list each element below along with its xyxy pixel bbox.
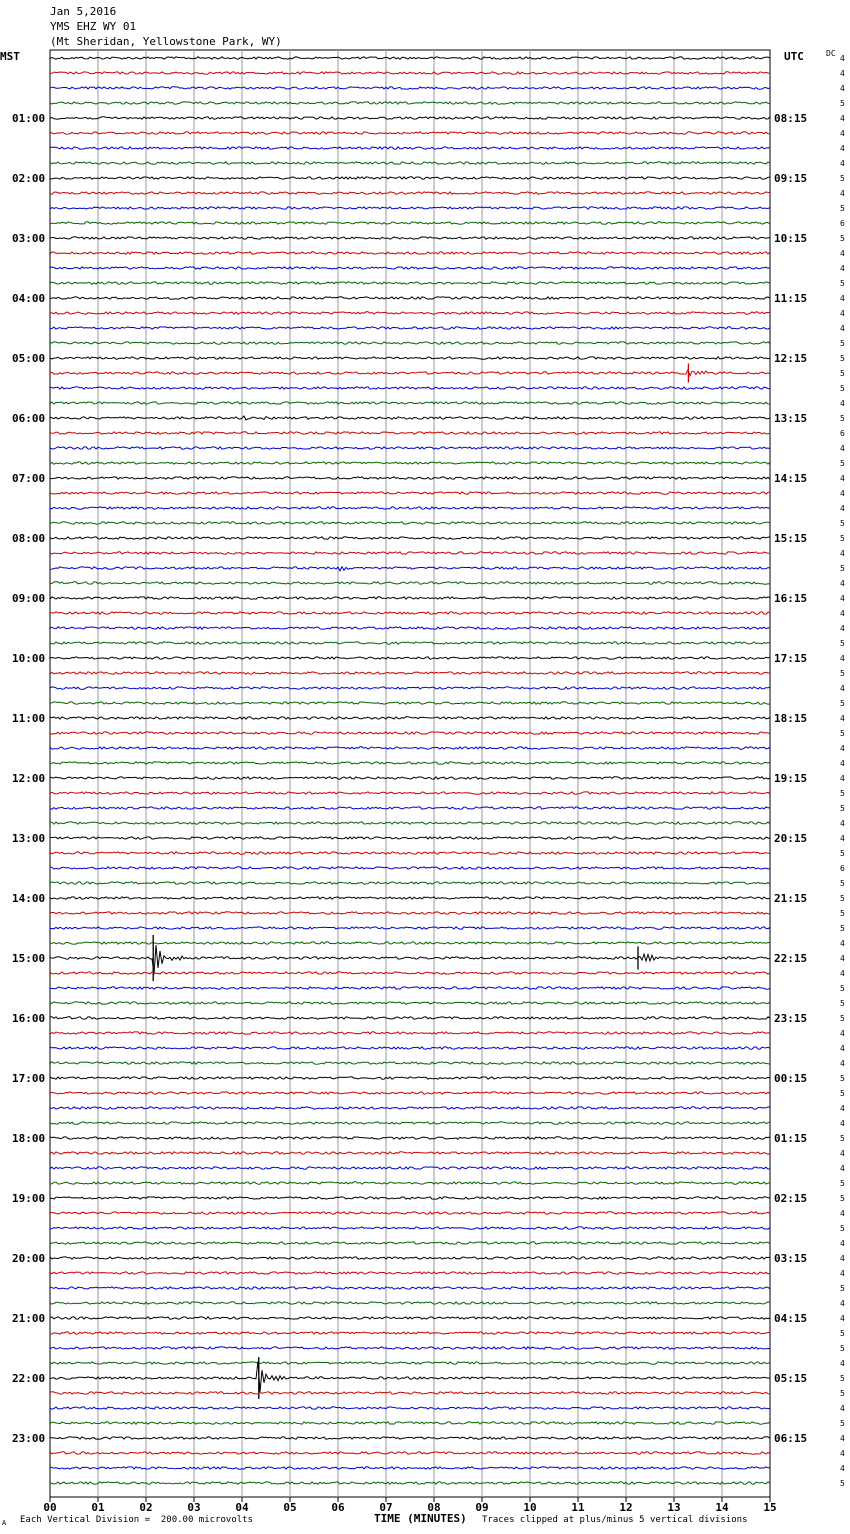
seismic-trace	[50, 1167, 770, 1169]
hour-label-mst: 19:00	[12, 1192, 46, 1205]
seismic-trace	[50, 897, 770, 899]
hour-label-utc: 05:15	[774, 1372, 808, 1385]
dc-offset-value: 6	[840, 219, 845, 228]
seismic-trace	[50, 717, 770, 719]
seismic-trace	[50, 972, 770, 974]
seismic-trace	[50, 147, 770, 149]
hour-label-mst: 13:00	[12, 832, 46, 845]
hour-label-utc: 13:15	[774, 412, 808, 425]
seismic-trace	[50, 402, 770, 404]
dc-offset-value: 5	[840, 1329, 845, 1338]
seismic-trace	[50, 612, 770, 614]
hour-label-mst: 08:00	[12, 532, 46, 545]
seismic-trace	[50, 237, 770, 239]
seismic-trace	[50, 1407, 770, 1409]
seismic-trace	[50, 492, 770, 494]
seismic-trace	[50, 1452, 770, 1454]
plot-date: Jan 5,2016	[50, 5, 117, 18]
seismic-trace	[50, 987, 770, 989]
dc-offset-value: 5	[840, 669, 845, 678]
x-tick-label: 05	[283, 1501, 297, 1514]
seismic-trace	[50, 132, 770, 134]
dc-offset-value: 4	[840, 294, 845, 303]
dc-offset-value: 5	[840, 1194, 845, 1203]
seismic-trace	[50, 1302, 770, 1304]
dc-offset-value: 4	[840, 834, 845, 843]
scale-note: Each Vertical Division = 200.00 microvolts	[20, 1515, 253, 1525]
dc-offset-value: 4	[840, 114, 845, 123]
seismic-trace	[50, 207, 770, 209]
seismic-trace	[50, 732, 770, 734]
dc-offset-value: 4	[840, 969, 845, 978]
footer-mark: A	[2, 1519, 7, 1527]
dc-offset-value: 4	[840, 129, 845, 138]
dc-offset-value: 4	[840, 1059, 845, 1068]
seismic-trace	[50, 252, 770, 254]
dc-offset-value: 5	[840, 1224, 845, 1233]
dc-offset-value: 4	[840, 1254, 845, 1263]
seismic-trace	[50, 327, 770, 329]
hour-label-mst: 18:00	[12, 1132, 46, 1145]
dc-offset-value: 4	[840, 1299, 845, 1308]
dc-offset-value: 5	[840, 1074, 845, 1083]
x-tick-label: 09	[475, 1501, 489, 1514]
dc-offset-value: 4	[840, 654, 845, 663]
x-tick-label: 01	[91, 1501, 105, 1514]
seismic-trace	[50, 87, 770, 89]
seismic-trace	[50, 1287, 770, 1289]
dc-offset-value: 4	[840, 1269, 845, 1278]
seismic-trace	[50, 627, 770, 629]
x-axis-title: TIME (MINUTES)	[374, 1512, 467, 1525]
hour-label-mst: 15:00	[12, 952, 46, 965]
seismic-trace	[50, 267, 770, 269]
dc-offset-value: 5	[840, 459, 845, 468]
seismic-trace	[50, 1137, 770, 1139]
hour-label-mst: 14:00	[12, 892, 46, 905]
seismic-trace	[50, 537, 770, 539]
dc-offset-value: 4	[840, 549, 845, 558]
dc-offset-value: 5	[840, 279, 845, 288]
hour-label-utc: 23:15	[774, 1012, 808, 1025]
seismic-trace	[50, 1032, 770, 1034]
seismic-trace	[50, 912, 770, 914]
seismic-trace	[50, 762, 770, 764]
hour-label-utc: 14:15	[774, 472, 808, 485]
x-tick-label: 03	[187, 1501, 201, 1514]
hour-label-mst: 02:00	[12, 172, 46, 185]
dc-offset-value: 5	[840, 894, 845, 903]
dc-offset-value: 5	[840, 1419, 845, 1428]
dc-offset-value: 5	[840, 729, 845, 738]
x-tick-label: 00	[43, 1501, 57, 1514]
seismic-trace	[50, 927, 770, 929]
seismic-trace	[50, 1332, 770, 1334]
dc-offset-value: 4	[840, 1434, 845, 1443]
seismic-trace	[50, 882, 770, 884]
clip-note: Traces clipped at plus/minus 5 vertical divisions	[482, 1515, 748, 1525]
x-tick-label: 07	[379, 1501, 393, 1514]
dc-offset-value: 4	[840, 159, 845, 168]
seismic-trace	[50, 1047, 770, 1049]
seismic-trace	[50, 1182, 770, 1184]
seismic-trace	[50, 777, 770, 779]
dc-label: DC	[826, 49, 836, 58]
dc-offset-value: 4	[840, 714, 845, 723]
dc-offset-value: 4	[840, 774, 845, 783]
seismic-trace	[50, 1257, 770, 1259]
dc-offset-value: 5	[840, 1344, 845, 1353]
dc-offset-value: 4	[840, 819, 845, 828]
hour-label-utc: 08:15	[774, 112, 808, 125]
dc-offset-value: 4	[840, 489, 845, 498]
hour-label-mst: 06:00	[12, 412, 46, 425]
x-tick-label: 10	[523, 1501, 537, 1514]
seismic-trace	[50, 1347, 770, 1349]
dc-offset-value: 5	[840, 924, 845, 933]
seismic-trace	[50, 687, 770, 689]
seismic-trace	[50, 282, 770, 284]
hour-label-mst: 09:00	[12, 592, 46, 605]
dc-offset-value: 5	[840, 909, 845, 918]
dc-offset-value: 4	[840, 54, 845, 63]
dc-offset-value: 5	[840, 789, 845, 798]
dc-offset-value: 4	[840, 249, 845, 258]
seismic-trace	[50, 1152, 770, 1154]
hour-label-mst: 22:00	[12, 1372, 46, 1385]
dc-offset-value: 4	[840, 939, 845, 948]
hour-label-utc: 04:15	[774, 1312, 808, 1325]
dc-offset-value: 4	[840, 1314, 845, 1323]
dc-offset-value: 5	[840, 804, 845, 813]
seismic-trace	[50, 1467, 770, 1469]
dc-offset-value: 5	[840, 1479, 845, 1488]
dc-offset-value: 5	[840, 1179, 845, 1188]
dc-offset-value: 4	[840, 474, 845, 483]
x-tick-label: 12	[619, 1501, 633, 1514]
seismic-trace	[50, 1122, 770, 1124]
seismic-trace	[50, 297, 770, 299]
x-tick-label: 06	[331, 1501, 345, 1514]
dc-offset-value: 4	[840, 954, 845, 963]
dc-offset-value: 4	[840, 1449, 845, 1458]
dc-offset-value: 5	[840, 1389, 845, 1398]
hour-label-utc: 09:15	[774, 172, 808, 185]
seismic-trace	[50, 72, 770, 74]
dc-offset-value: 4	[840, 264, 845, 273]
seismic-trace	[50, 1272, 770, 1274]
dc-offset-value: 4	[840, 609, 845, 618]
hour-label-utc: 12:15	[774, 352, 808, 365]
dc-offset-value: 5	[840, 1014, 845, 1023]
seismic-trace	[50, 822, 770, 824]
dc-offset-value: 4	[840, 1359, 845, 1368]
seismic-trace	[50, 1212, 770, 1214]
left-timezone-label: MST	[0, 50, 20, 63]
dc-offset-value: 5	[840, 849, 845, 858]
seismic-trace	[50, 1482, 770, 1484]
dc-offset-value: 4	[840, 1149, 845, 1158]
seismic-trace	[50, 1002, 770, 1004]
seismic-trace	[50, 1107, 770, 1109]
hour-label-utc: 20:15	[774, 832, 808, 845]
dc-offset-value: 5	[840, 999, 845, 1008]
seismic-trace	[50, 1362, 770, 1364]
seismic-trace	[50, 177, 770, 179]
hour-label-mst: 21:00	[12, 1312, 46, 1325]
hour-label-mst: 11:00	[12, 712, 46, 725]
dc-offset-value: 5	[840, 534, 845, 543]
seismic-trace	[50, 192, 770, 194]
dc-offset-value: 4	[840, 84, 845, 93]
dc-offset-value: 5	[840, 174, 845, 183]
dc-offset-value: 4	[840, 594, 845, 603]
dc-offset-value: 5	[840, 1134, 845, 1143]
dc-offset-value: 5	[840, 339, 845, 348]
seismic-trace	[50, 522, 770, 524]
seismic-trace	[50, 387, 770, 389]
seismic-trace	[50, 462, 770, 464]
dc-offset-value: 4	[840, 1104, 845, 1113]
dc-offset-value: 5	[840, 204, 845, 213]
seismic-trace	[50, 1017, 770, 1019]
x-tick-label: 08	[427, 1501, 441, 1514]
dc-offset-value: 5	[840, 984, 845, 993]
seismic-trace	[50, 370, 770, 376]
seismic-trace	[50, 222, 770, 224]
dc-offset-value: 4	[840, 399, 845, 408]
hour-label-utc: 16:15	[774, 592, 808, 605]
dc-offset-value: 4	[840, 1464, 845, 1473]
hour-label-mst: 04:00	[12, 292, 46, 305]
hour-label-mst: 03:00	[12, 232, 46, 245]
dc-offset-value: 5	[840, 384, 845, 393]
dc-offset-value: 5	[840, 519, 845, 528]
dc-offset-value: 4	[840, 69, 845, 78]
dc-offset-value: 6	[840, 864, 845, 873]
seismic-trace	[50, 1361, 770, 1392]
dc-offset-value: 4	[840, 1119, 845, 1128]
dc-offset-value: 5	[840, 879, 845, 888]
dc-offset-value: 5	[840, 564, 845, 573]
hour-label-mst: 23:00	[12, 1432, 46, 1445]
seismic-trace	[50, 1077, 770, 1079]
dc-offset-value: 5	[840, 1089, 845, 1098]
hour-label-mst: 12:00	[12, 772, 46, 785]
dc-offset-value: 5	[840, 1374, 845, 1383]
seismic-trace	[50, 702, 770, 704]
x-tick-label: 02	[139, 1501, 153, 1514]
dc-offset-value: 4	[840, 1029, 845, 1038]
dc-offset-value: 4	[840, 744, 845, 753]
dc-offset-value: 4	[840, 579, 845, 588]
seismic-trace	[50, 1242, 770, 1244]
hour-label-mst: 10:00	[12, 652, 46, 665]
seismic-trace	[50, 807, 770, 809]
hour-label-utc: 06:15	[774, 1432, 808, 1445]
seismic-trace	[50, 57, 770, 59]
seismic-trace	[50, 1062, 770, 1064]
dc-offset-value: 4	[840, 1164, 845, 1173]
seismic-trace	[50, 945, 770, 974]
dc-offset-value: 5	[840, 639, 845, 648]
station-code: YMS EHZ WY 01	[50, 20, 137, 33]
hour-label-utc: 02:15	[774, 1192, 808, 1205]
dc-offset-value: 4	[840, 144, 845, 153]
hour-label-mst: 01:00	[12, 112, 46, 125]
seismic-trace	[50, 1437, 770, 1439]
dc-offset-value: 5	[840, 699, 845, 708]
station-location: (Mt Sheridan, Yellowstone Park, WY)	[50, 35, 282, 48]
seismic-trace	[50, 102, 770, 104]
hour-label-utc: 22:15	[774, 952, 808, 965]
dc-offset-value: 4	[840, 1209, 845, 1218]
dc-offset-value: 5	[840, 99, 845, 108]
hour-label-mst: 16:00	[12, 1012, 46, 1025]
dc-offset-value: 4	[840, 684, 845, 693]
dc-offset-value: 5	[840, 1284, 845, 1293]
dc-offset-value: 5	[840, 354, 845, 363]
seismic-trace	[50, 1392, 770, 1394]
dc-offset-value: 4	[840, 759, 845, 768]
dc-offset-value: 5	[840, 369, 845, 378]
seismic-trace	[50, 1317, 770, 1319]
x-tick-label: 04	[235, 1501, 249, 1514]
seismic-trace	[50, 477, 770, 479]
seismic-trace	[50, 672, 770, 674]
dc-offset-value: 4	[840, 624, 845, 633]
hour-label-utc: 03:15	[774, 1252, 808, 1265]
seismic-trace	[50, 792, 770, 794]
seismic-trace	[50, 747, 770, 749]
hour-label-utc: 19:15	[774, 772, 808, 785]
seismic-trace	[50, 117, 770, 119]
hour-label-utc: 10:15	[774, 232, 808, 245]
seismic-trace	[50, 1197, 770, 1199]
dc-offset-value: 4	[840, 189, 845, 198]
seismic-trace	[50, 342, 770, 344]
dc-offset-value: 4	[840, 1404, 845, 1413]
seismic-trace	[50, 597, 770, 599]
hour-label-utc: 15:15	[774, 532, 808, 545]
seismic-trace	[50, 447, 770, 449]
seismic-trace	[50, 942, 770, 944]
seismic-trace	[50, 1092, 770, 1094]
dc-offset-value: 4	[840, 1239, 845, 1248]
seismic-trace	[50, 1422, 770, 1424]
dc-offset-value: 4	[840, 444, 845, 453]
dc-offset-value: 4	[840, 504, 845, 513]
x-tick-label: 11	[571, 1501, 585, 1514]
seismic-trace	[50, 357, 770, 359]
hour-label-utc: 17:15	[774, 652, 808, 665]
seismic-trace	[50, 657, 770, 659]
hour-label-mst: 17:00	[12, 1072, 46, 1085]
x-tick-label: 14	[715, 1501, 729, 1514]
seismic-trace	[50, 642, 770, 644]
hour-label-mst: 07:00	[12, 472, 46, 485]
seismic-trace	[50, 1227, 770, 1229]
hour-label-utc: 01:15	[774, 1132, 808, 1145]
seismic-trace	[50, 867, 770, 869]
seismic-trace	[50, 162, 770, 164]
hour-label-utc: 00:15	[774, 1072, 808, 1085]
seismic-trace	[50, 582, 770, 584]
dc-offset-value: 5	[840, 234, 845, 243]
seismic-trace	[50, 432, 770, 434]
seismic-trace	[50, 507, 770, 509]
dc-offset-value: 4	[840, 324, 845, 333]
hour-label-utc: 21:15	[774, 892, 808, 905]
seismic-trace	[50, 567, 770, 571]
hour-label-mst: 05:00	[12, 352, 46, 365]
x-tick-label: 15	[763, 1501, 777, 1514]
hour-label-utc: 18:15	[774, 712, 808, 725]
seismic-trace	[50, 312, 770, 314]
seismic-trace	[50, 852, 770, 854]
right-timezone-label: UTC	[784, 50, 804, 63]
hour-label-mst: 20:00	[12, 1252, 46, 1265]
hour-label-utc: 11:15	[774, 292, 808, 305]
seismic-trace	[50, 416, 770, 420]
dc-offset-value: 4	[840, 1044, 845, 1053]
x-tick-label: 13	[667, 1501, 681, 1514]
dc-offset-value: 6	[840, 429, 845, 438]
seismic-trace	[50, 837, 770, 839]
dc-offset-value: 5	[840, 414, 845, 423]
seismic-trace	[50, 552, 770, 554]
dc-offset-value: 4	[840, 309, 845, 318]
